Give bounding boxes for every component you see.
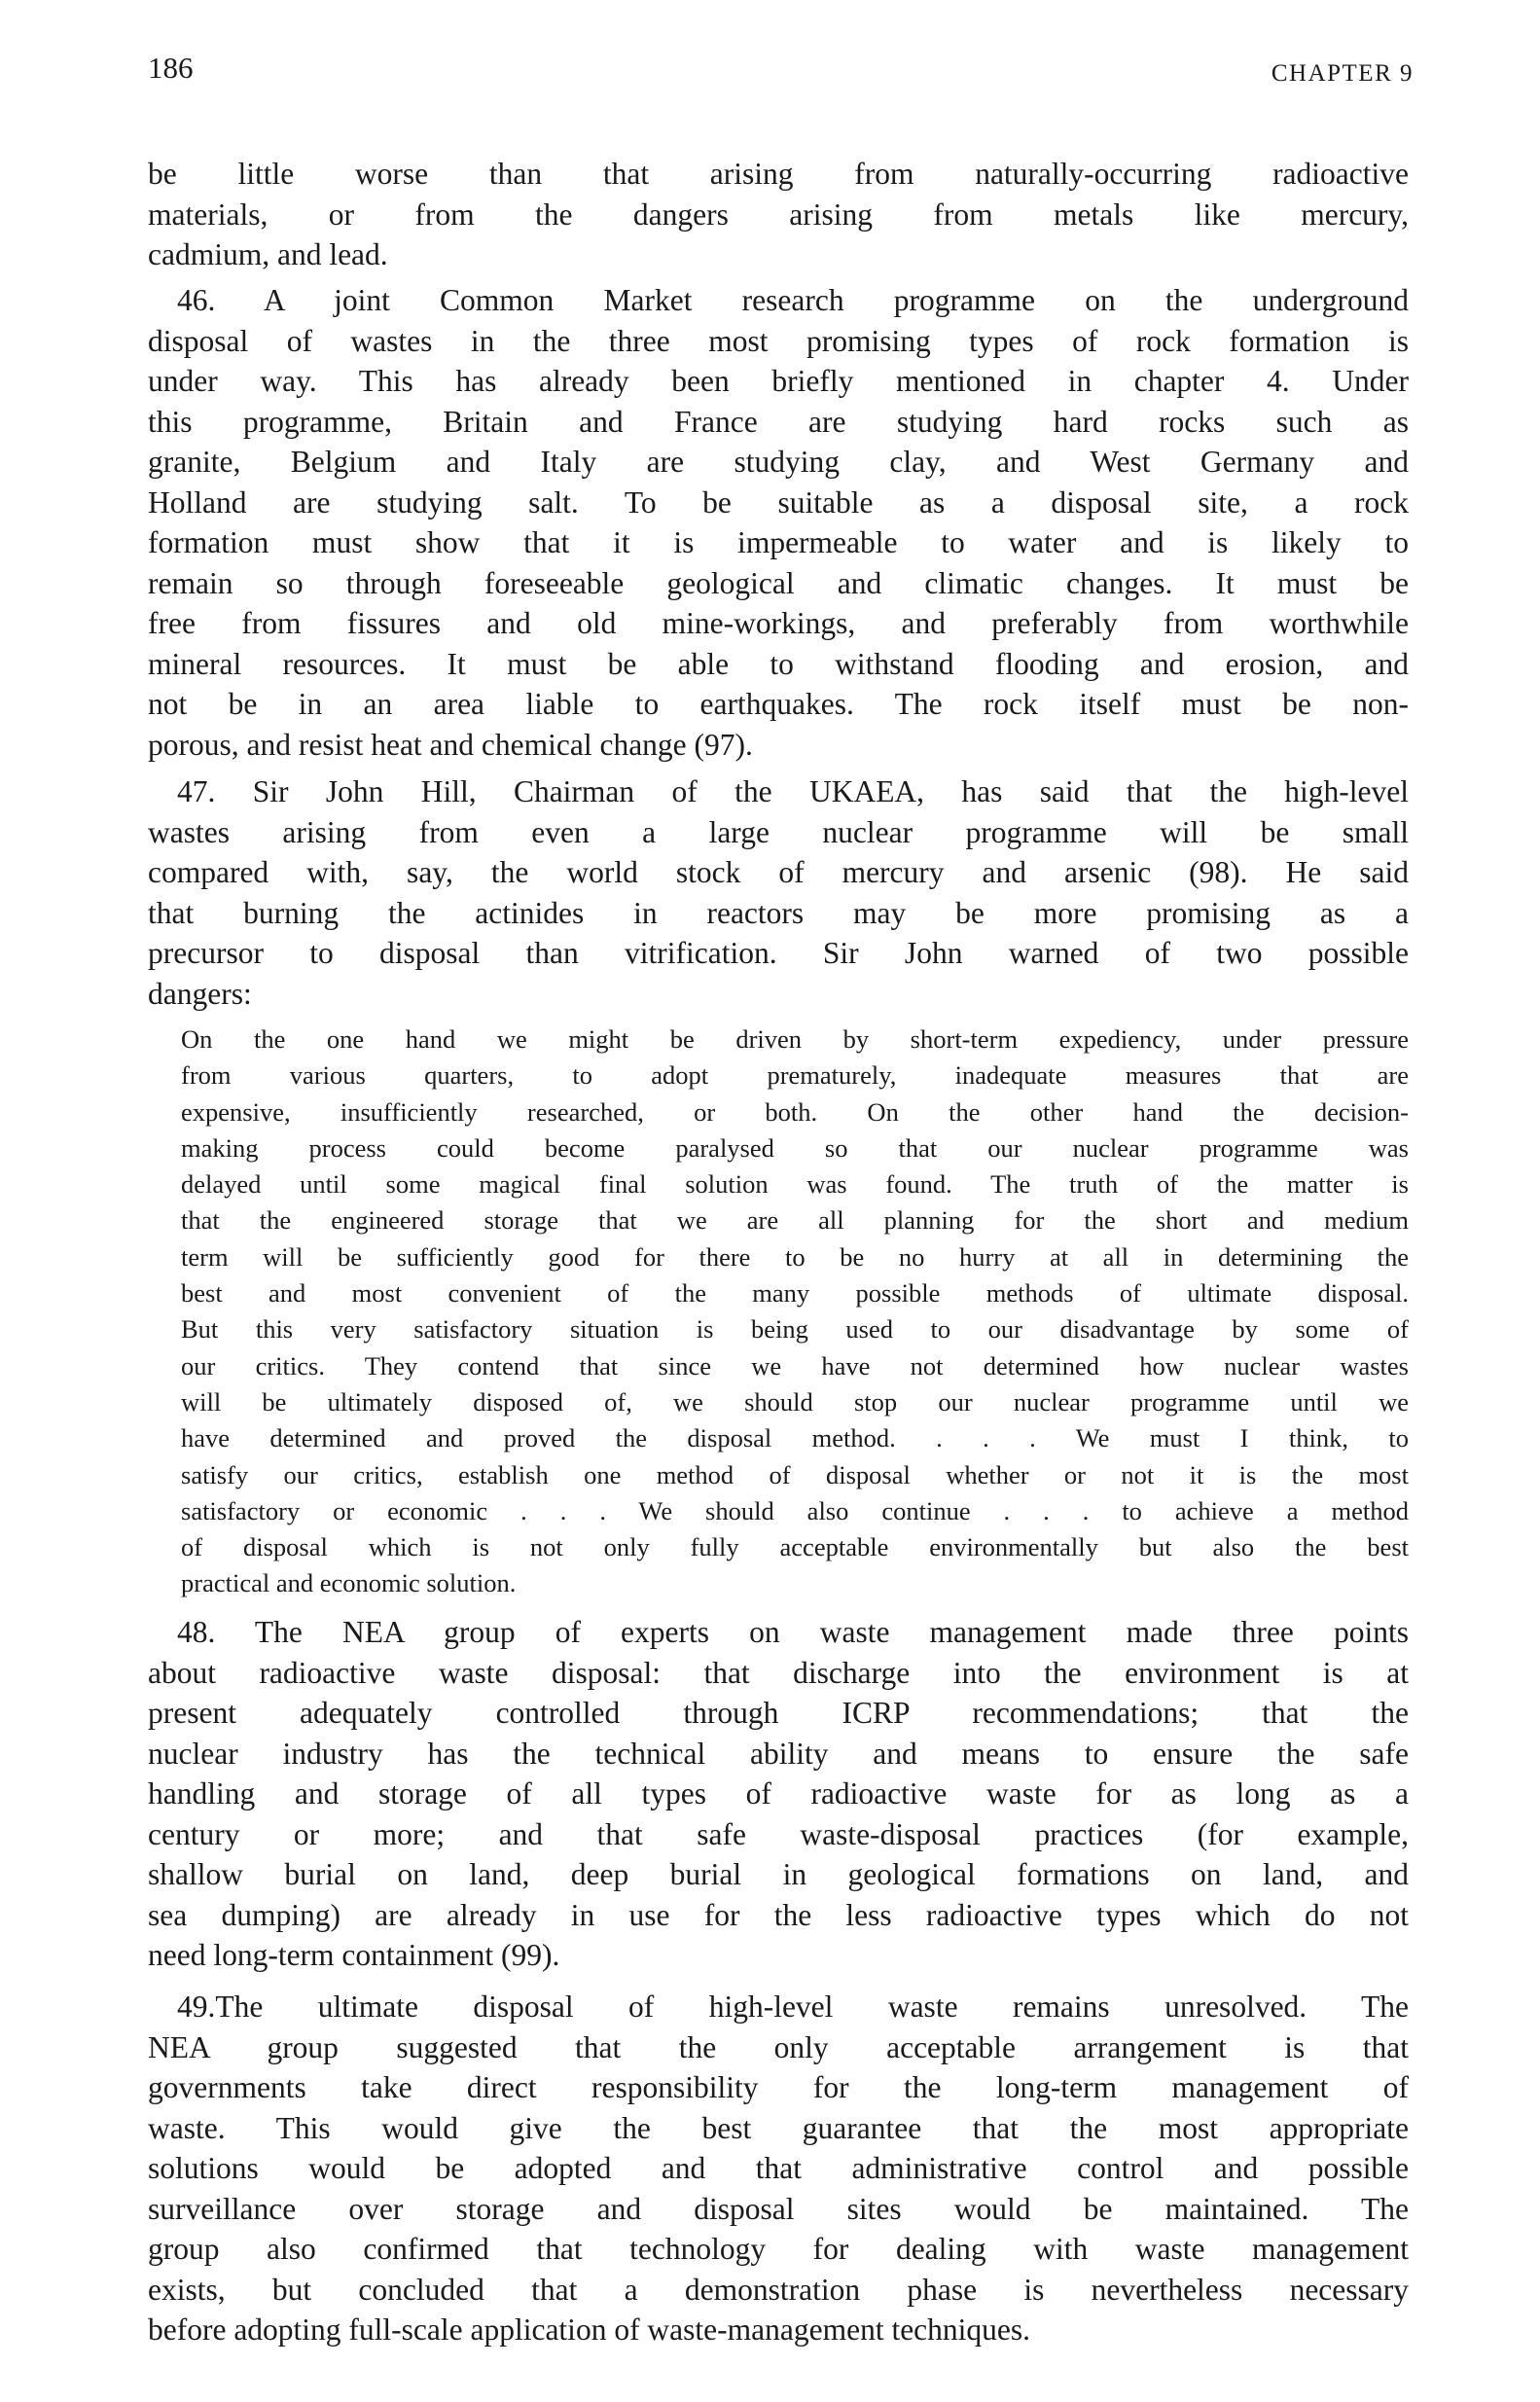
text-line: wastes arising from even a large nuclear programme will be small bbox=[148, 814, 1409, 849]
text-line: cadmium, and lead. bbox=[148, 237, 388, 271]
paragraph-47 bbox=[148, 771, 1409, 1014]
text-line: nuclear industry has the technical ability and means to ensure the safe bbox=[148, 1736, 1409, 1771]
text-line: before adopting full-scale application of waste-management techniques. bbox=[148, 2312, 1031, 2347]
text-line: that the engineered storage that we are all planning for the short and medium bbox=[181, 1205, 1409, 1236]
text-line: handling and storage of all types of radioactive waste for as long as a bbox=[148, 1776, 1409, 1810]
text-line: solutions would be adopted and that administrative control and possible bbox=[148, 2151, 1409, 2185]
text-line: from various quarters, to adopt prematurely, inadequate measures that are bbox=[181, 1060, 1409, 1091]
text-line: will be ultimately disposed of, we should stop our nuclear programme until we bbox=[181, 1386, 1409, 1416]
paragraph-45-continued bbox=[148, 154, 1409, 275]
block-quote-sir-john-hill bbox=[181, 1022, 1409, 1602]
text-line: formation must show that it is impermeable to water and is likely to bbox=[148, 525, 1409, 559]
text-line: need long-term containment (99). bbox=[148, 1938, 560, 1972]
text-line: best and most convenient of the many possible methods of ultimate disposal. bbox=[181, 1278, 1409, 1309]
text-line: not be in an area liable to earthquakes. The rock itself must be non- bbox=[148, 687, 1409, 721]
text-line: dangers: bbox=[148, 976, 252, 1011]
paragraph-46 bbox=[148, 280, 1409, 765]
text-line: our critics. They contend that since we have not determined how nuclear wastes bbox=[181, 1350, 1409, 1380]
text-line: satisfy our critics, establish one method of disposal whether or not it is the most bbox=[181, 1459, 1409, 1489]
text-line: But this very satisfactory situation is being used to our disadvantage by some of bbox=[181, 1314, 1409, 1344]
text-line: century or more; and that safe waste-disposal practices (for example, bbox=[148, 1816, 1409, 1851]
text-line: granite, Belgium and Italy are studying clay, and West Germany and bbox=[148, 445, 1409, 479]
text-line: sea dumping) are already in use for the less radioactive types which do not bbox=[148, 1897, 1409, 1932]
text-line: exists, but concluded that a demonstration phase is nevertheless necessary bbox=[148, 2272, 1409, 2307]
text-line: term will be sufficiently good for there to be no hurry at all in determining the bbox=[181, 1241, 1409, 1272]
text-line: NEA group suggested that the only acceptable arrangement is that bbox=[148, 2029, 1409, 2064]
text-line: remain so through foreseeable geological and climatic changes. It must be bbox=[148, 565, 1409, 600]
text-line: 49.The ultimate disposal of high-level waste remains unresolved. The bbox=[177, 1990, 1409, 2024]
text-line: expensive, insufficiently researched, or both. On the other hand the decision- bbox=[181, 1096, 1409, 1127]
text-line: delayed until some magical final solution was found. The truth of the matter is bbox=[181, 1169, 1409, 1200]
text-line: about radioactive waste disposal: that discharge into the environment is at bbox=[148, 1655, 1409, 1690]
text-line: waste. This would give the best guarantee that the most appropriate bbox=[148, 2110, 1409, 2145]
text-line: making process could become paralysed so that our nuclear programme was bbox=[181, 1132, 1409, 1163]
text-line: of disposal which is not only fully acceptable environmentally but also the best bbox=[181, 1532, 1409, 1562]
text-line: have determined and proved the disposal method. . . . We must I think, to bbox=[181, 1423, 1409, 1453]
text-line: group also confirmed that technology for dealing with waste management bbox=[148, 2232, 1409, 2266]
text-line: under way. This has already been briefly mentioned in chapter 4. Under bbox=[148, 364, 1409, 398]
text-line: precursor to disposal than vitrification. Sir John warned of two possible bbox=[148, 936, 1409, 970]
text-line: governments take direct responsibility for the long-term management of bbox=[148, 2070, 1409, 2104]
text-line: practical and economic solution. bbox=[181, 1568, 517, 1598]
text-line: that burning the actinides in reactors may be more promising as a bbox=[148, 895, 1409, 930]
text-line: mineral resources. It must be able to withstand flooding and erosion, and bbox=[148, 646, 1409, 681]
text-line: shallow burial on land, deep burial in geological formations on land, and bbox=[148, 1857, 1409, 1891]
text-line: 47. Sir John Hill, Chairman of the UKAEA, has said that the high-level bbox=[177, 774, 1409, 808]
text-line: surveillance over storage and disposal sites would be maintained. The bbox=[148, 2191, 1409, 2226]
text-line: free from fissures and old mine-workings, and preferably from worthwhile bbox=[148, 606, 1409, 640]
text-line: compared with, say, the world stock of mercury and arsenic (98). He said bbox=[148, 855, 1409, 889]
text-line: 46. A joint Common Market research programme on the underground bbox=[177, 283, 1409, 317]
text-line: present adequately controlled through ICRP recommendations; that the bbox=[148, 1696, 1409, 1730]
text-line: porous, and resist heat and chemical change (97). bbox=[148, 727, 753, 762]
paragraph-48 bbox=[148, 1612, 1409, 1976]
running-header-chapter: CHAPTER 9 bbox=[1271, 60, 1414, 87]
text-line: this programme, Britain and France are studying hard rocks such as bbox=[148, 404, 1409, 439]
text-line: Holland are studying salt. To be suitable as a disposal site, a rock bbox=[148, 484, 1409, 520]
text-line: disposal of wastes in the three most promising types of rock formation is bbox=[148, 323, 1409, 358]
text-line: be little worse than that arising from naturally-occurring radioactive bbox=[148, 157, 1409, 191]
text-line: 48. The NEA group of experts on waste management made three points bbox=[177, 1615, 1409, 1649]
text-line: satisfactory or economic . . . We should also continue . . . to achieve a method bbox=[181, 1495, 1409, 1525]
text-line: On the one hand we might be driven by short-term expediency, under pressure bbox=[181, 1024, 1409, 1054]
page-number: 186 bbox=[148, 51, 194, 85]
paragraph-49 bbox=[148, 1987, 1409, 2350]
text-line: materials, or from the dangers arising from metals like mercury, bbox=[148, 197, 1409, 232]
